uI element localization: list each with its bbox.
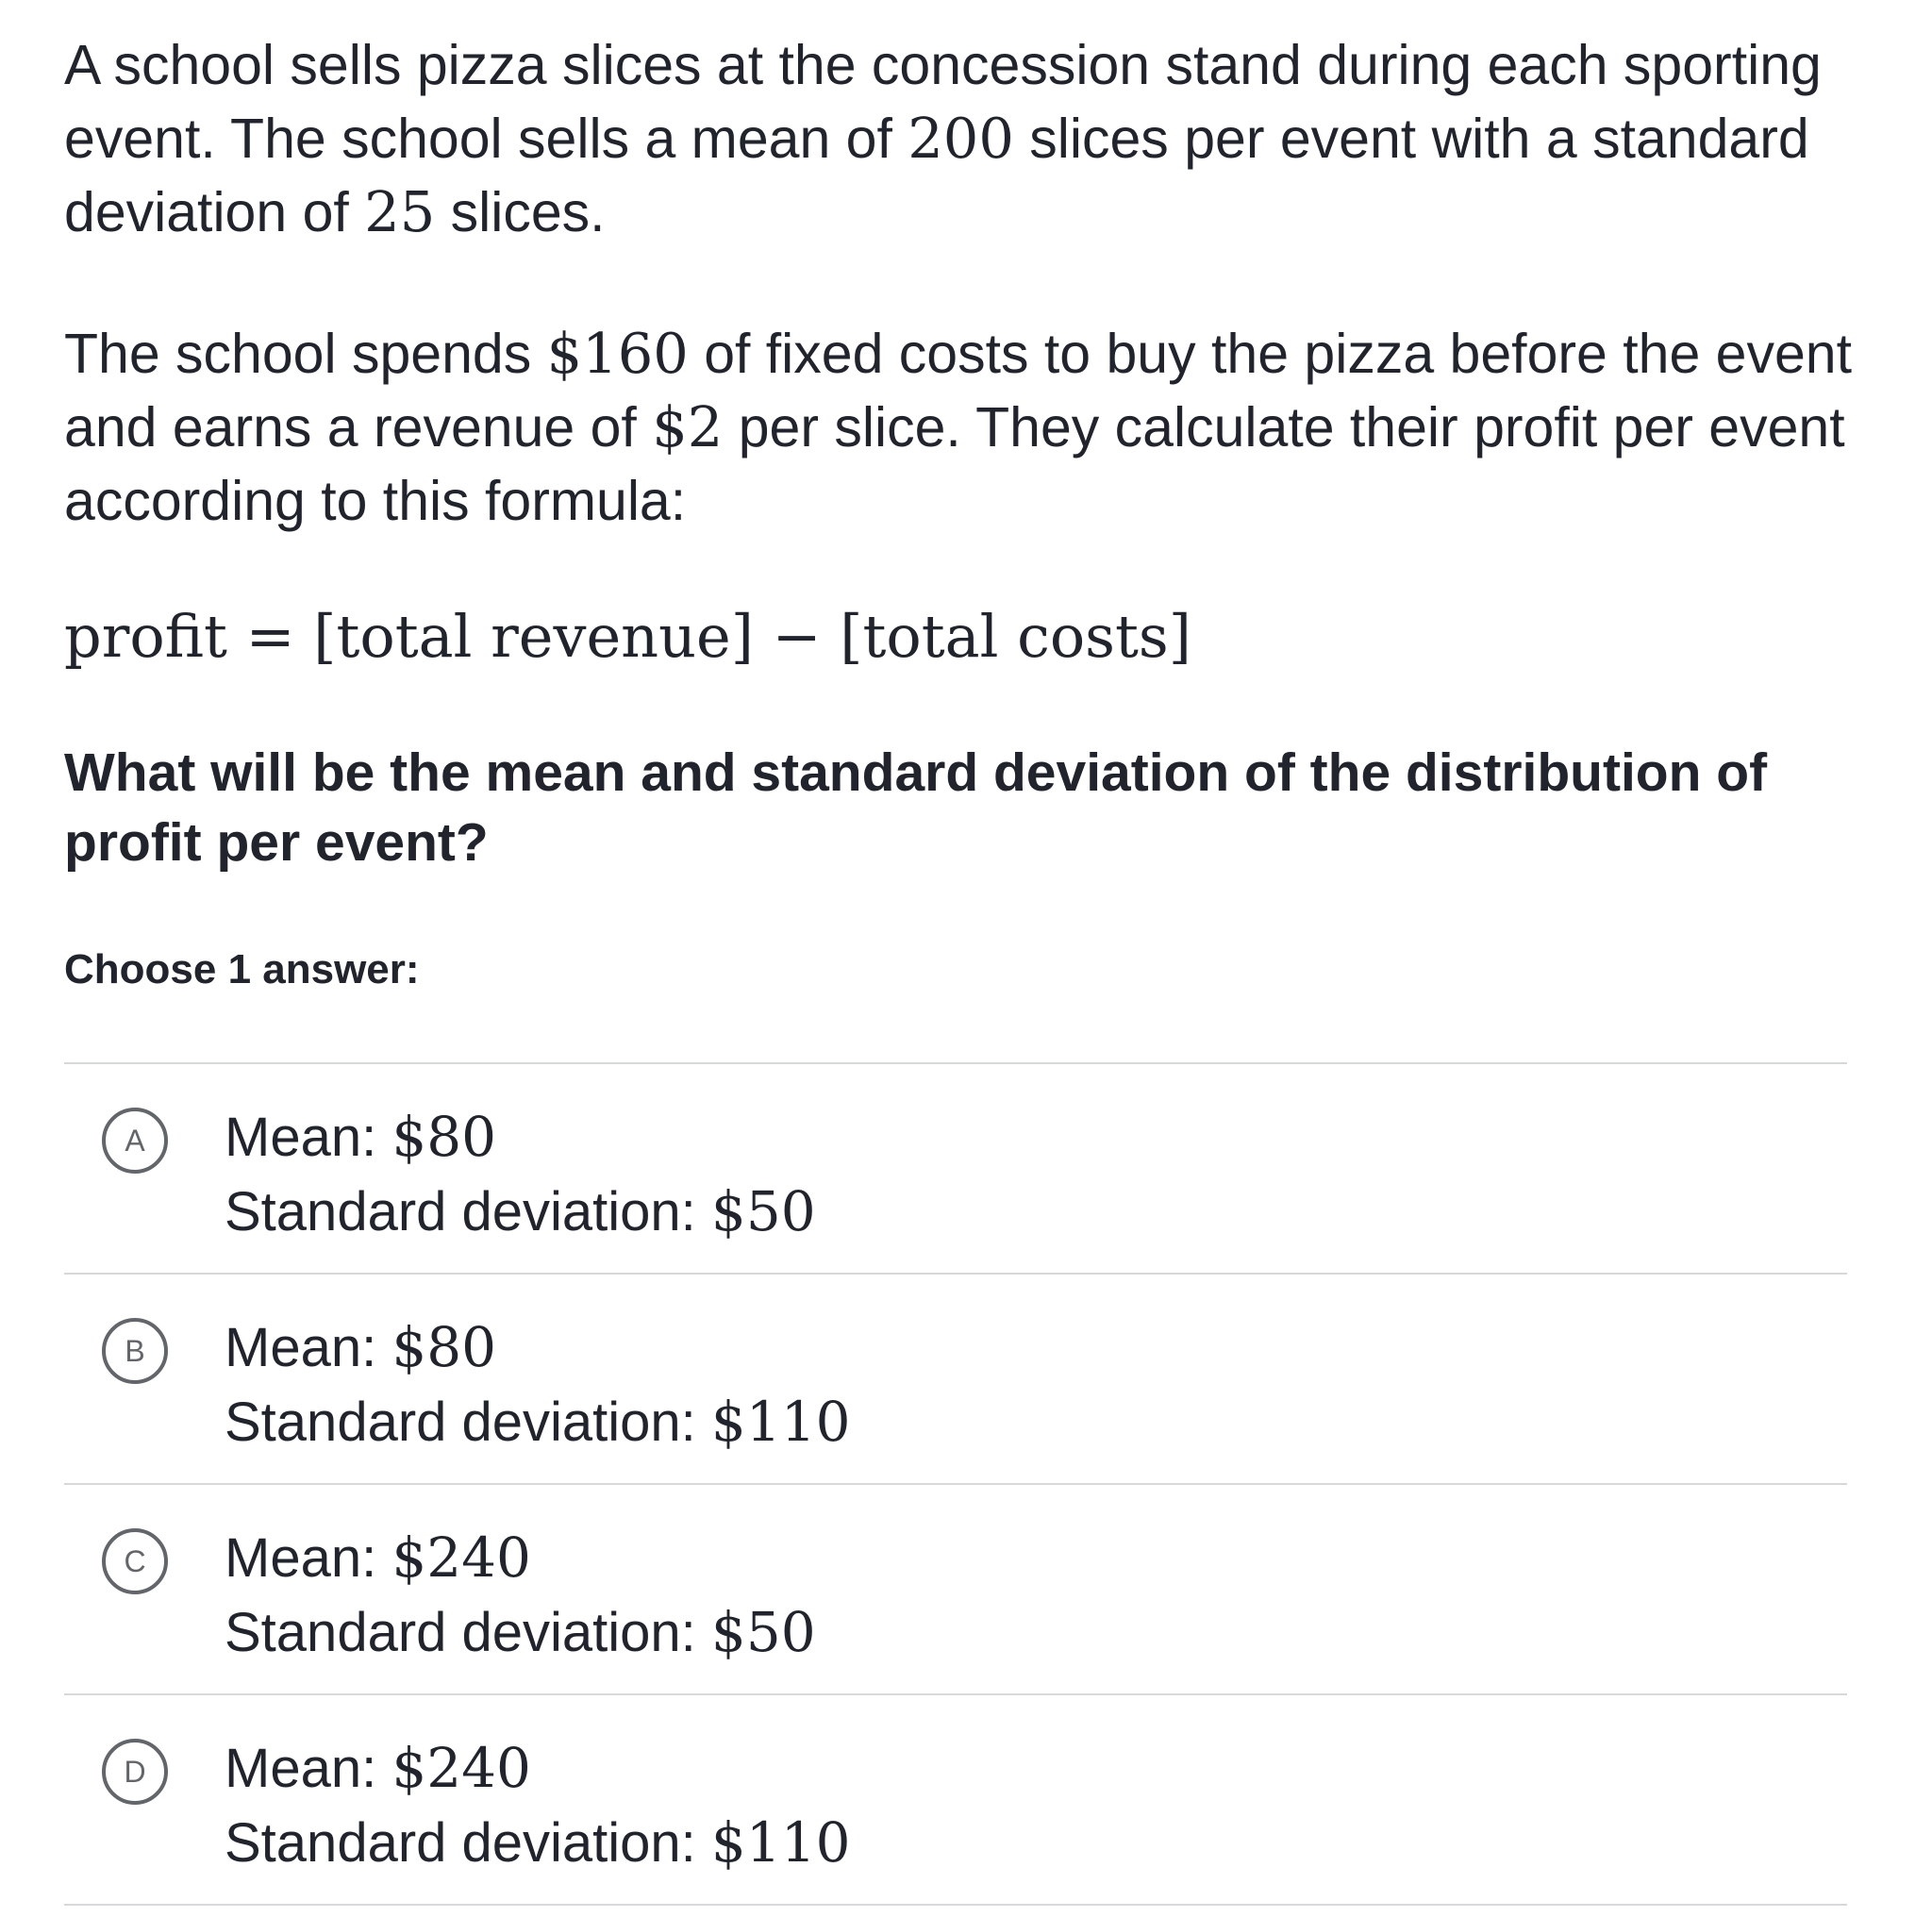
choice-sd-line [225, 1385, 851, 1459]
choice-text [225, 1731, 851, 1880]
mean-slices-value: 200 [908, 106, 1014, 171]
paragraph-text: per slice. They calculate their profit per event according to this formula: [64, 396, 1845, 532]
mean-label: Mean: [225, 1317, 392, 1378]
mean-label: Mean: [225, 1738, 392, 1799]
choice-mean-line [225, 1310, 851, 1385]
choice-letter-d-icon[interactable]: D [102, 1739, 168, 1805]
problem-paragraph-2 [64, 317, 1899, 538]
choice-mean-line [225, 1731, 851, 1806]
problem-paragraph-1 [64, 28, 1899, 249]
paragraph-text: A school sells pizza slices at the concession stand during each sporting event. The school sells a mean of [64, 34, 1822, 170]
mean-label: Mean: [225, 1107, 392, 1168]
choice-sd-line [225, 1595, 816, 1670]
choice-text [225, 1310, 851, 1459]
mean-value: $240 [391, 1736, 531, 1800]
sd-label: Standard deviation: [225, 1392, 711, 1453]
sd-value: $50 [710, 1600, 816, 1664]
sd-label: Standard deviation: [225, 1181, 711, 1242]
choice-text [225, 1100, 816, 1249]
paragraph-text: slices per event with a standard deviation of [64, 108, 1809, 243]
sd-slices-value: 25 [364, 179, 436, 244]
sd-label: Standard deviation: [225, 1602, 711, 1663]
choice-a[interactable] [64, 1064, 1847, 1275]
answer-instruction: Choose 1 answer: [64, 946, 420, 992]
sd-value: $110 [710, 1810, 851, 1875]
question-prompt: What will be the mean and standard deviation of the distribution of profit per event? [64, 742, 1768, 873]
paragraph-text: of fixed costs to buy the pizza before the event and earns a revenue of [64, 323, 1852, 458]
mean-value: $80 [391, 1315, 497, 1379]
sd-value: $50 [710, 1179, 816, 1243]
paragraph-text: slices. [435, 181, 606, 243]
sd-label: Standard deviation: [225, 1812, 711, 1874]
choice-mean-line [225, 1100, 816, 1175]
fixed-cost-value: $160 [546, 321, 689, 386]
revenue-per-slice-value: $2 [652, 394, 724, 459]
choice-sd-line [225, 1175, 816, 1249]
mean-value: $240 [391, 1525, 531, 1590]
choice-letter-a-icon[interactable]: A [102, 1108, 168, 1174]
mean-value: $80 [391, 1105, 497, 1169]
sd-value: $110 [710, 1390, 851, 1454]
choice-text [225, 1521, 816, 1670]
choice-letter-b-icon[interactable]: B [102, 1318, 168, 1384]
choice-c[interactable] [64, 1485, 1847, 1695]
paragraph-text: The school spends [64, 323, 547, 385]
choice-letter-c-icon[interactable]: C [102, 1528, 168, 1594]
choice-b[interactable] [64, 1275, 1847, 1485]
choice-sd-line [225, 1806, 851, 1880]
answer-choices [64, 1062, 1847, 1906]
profit-formula: profit = [total revenue] − [total costs] [64, 602, 1191, 671]
choice-mean-line [225, 1521, 816, 1595]
mean-label: Mean: [225, 1527, 392, 1589]
choice-d[interactable] [64, 1695, 1847, 1906]
exercise-content [64, 28, 1899, 1906]
